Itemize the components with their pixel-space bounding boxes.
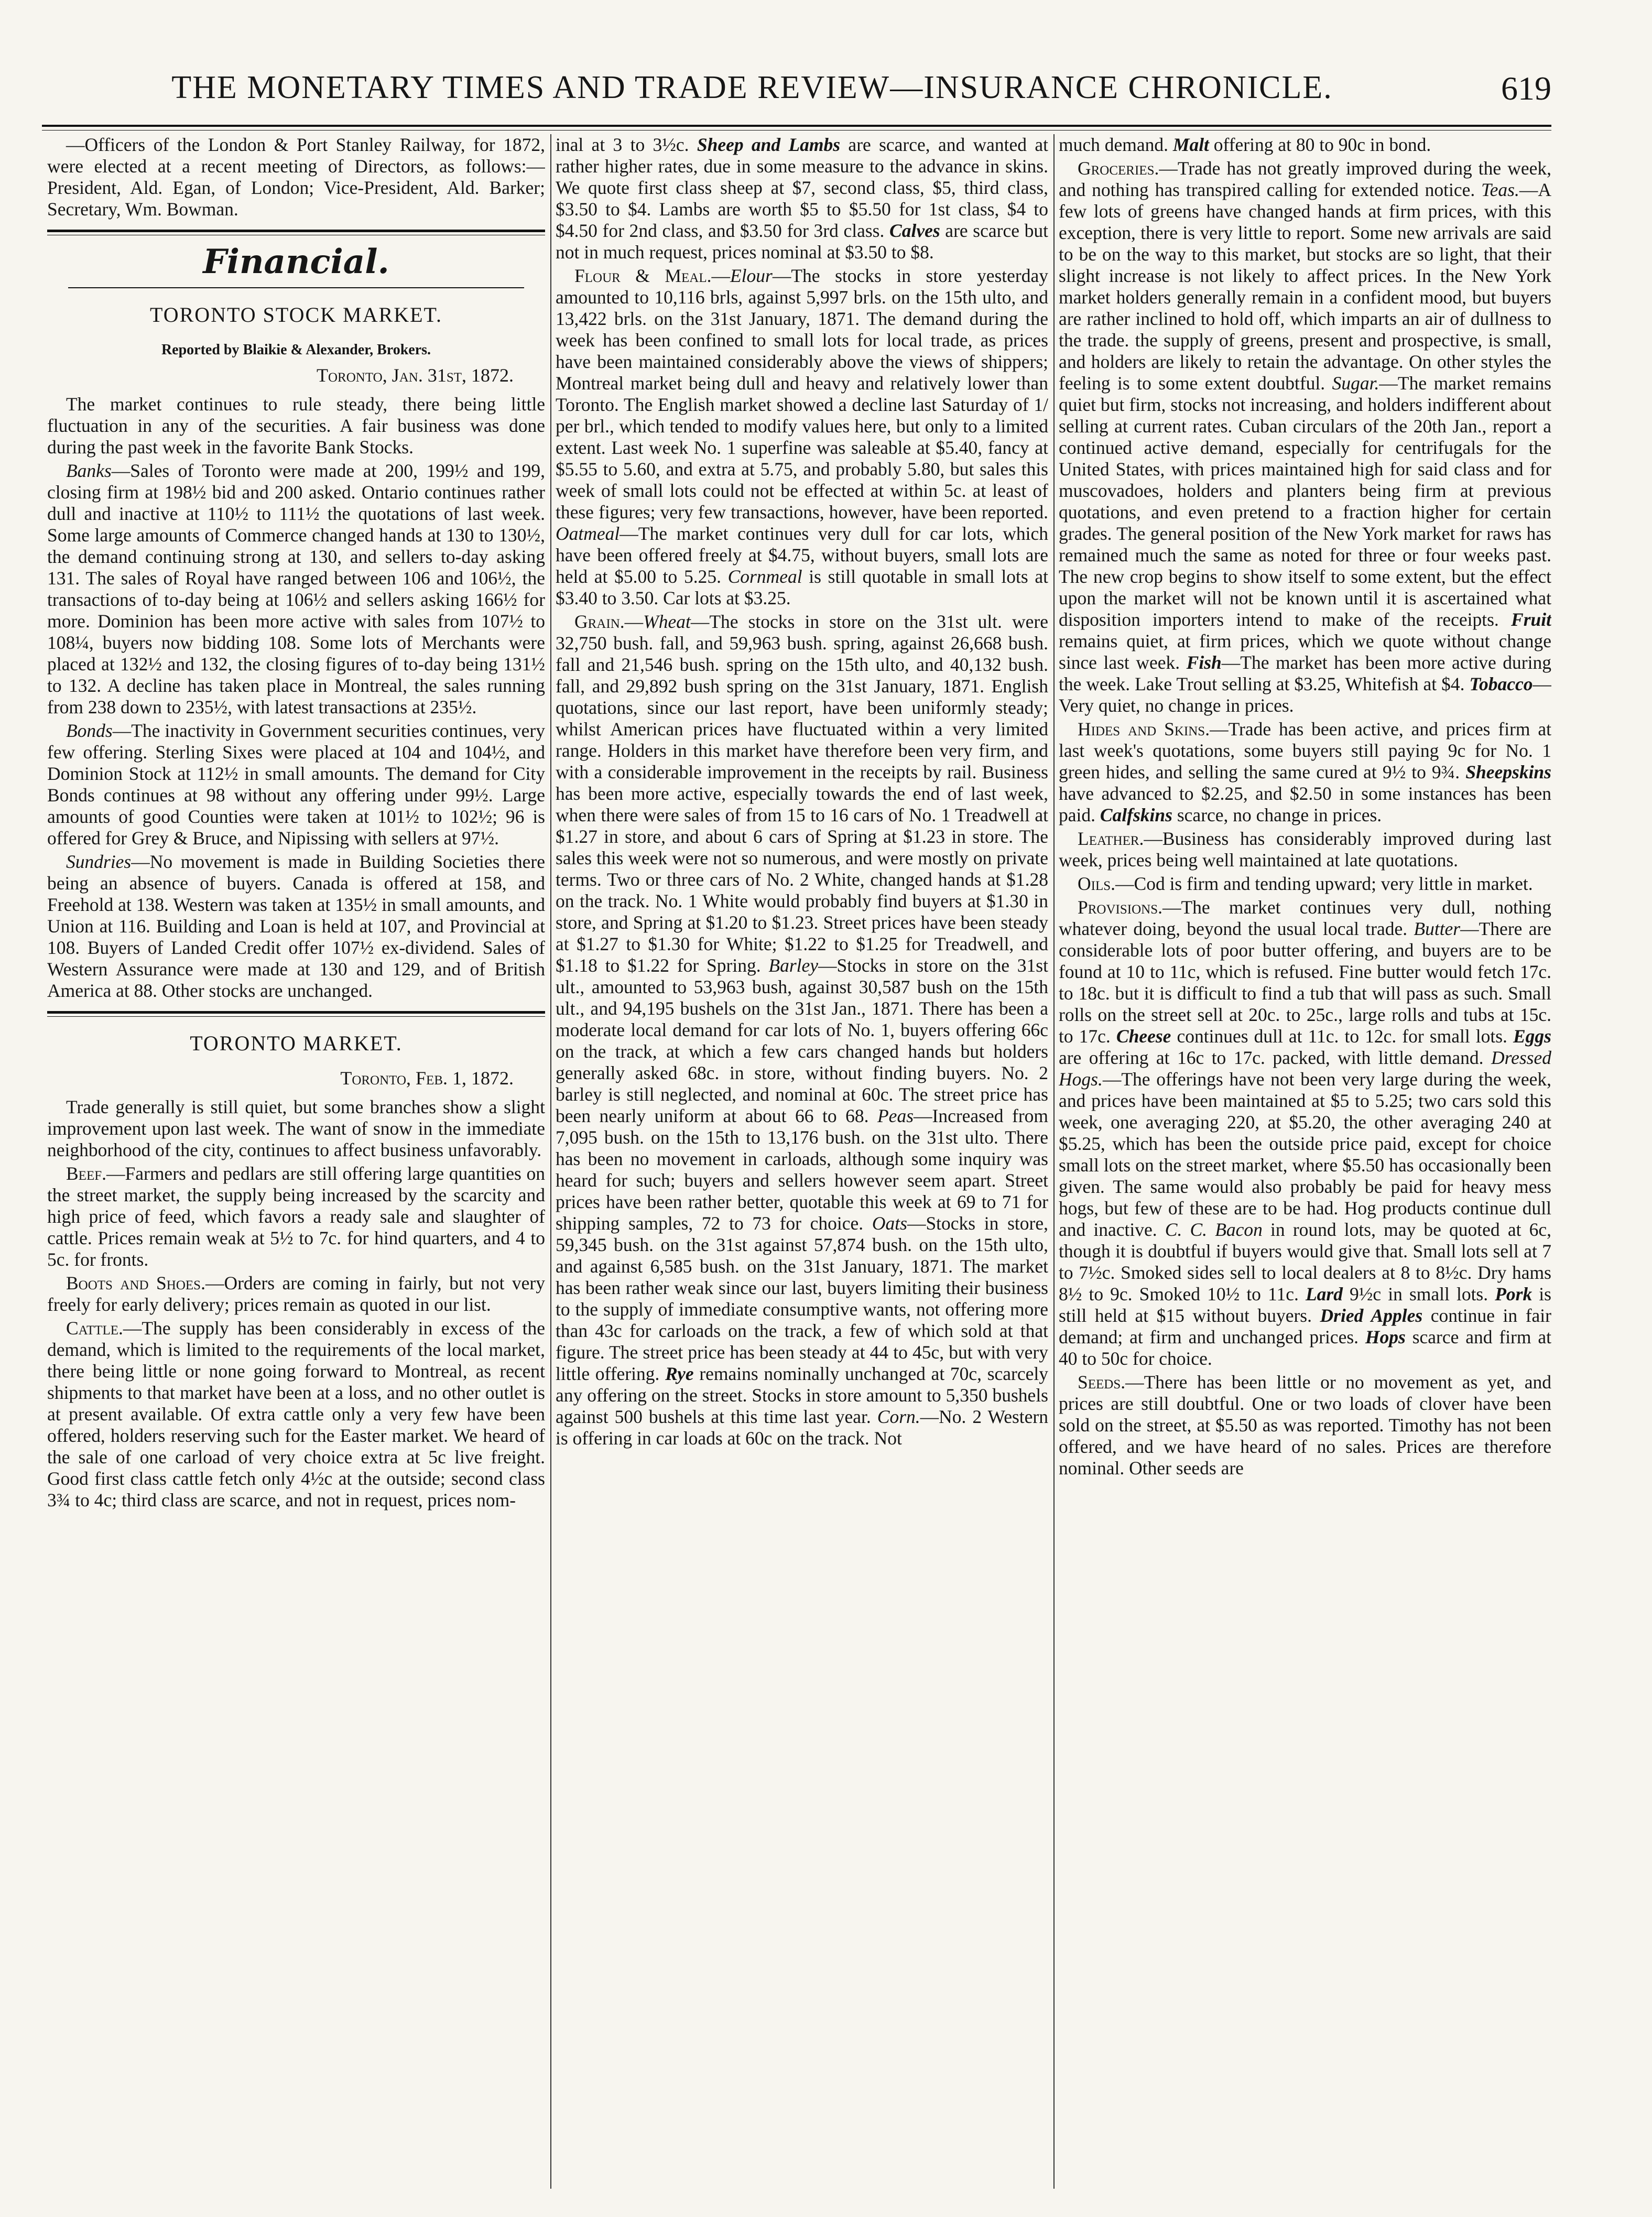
market-intro: Trade generally is still quiet, but some branches show a slight improvement upon last week. The want of snow in the immediate neighborhood of the city, continues to affect business unfavorably. xyxy=(47,1096,545,1160)
groceries-text: —Trade has not greatly improved during the week, and nothing has transpired calling for extended notice. xyxy=(1059,158,1551,200)
seeds-paragraph xyxy=(1059,1372,1551,1479)
column-2 xyxy=(556,134,1048,2189)
oatmeal-text: —The market continues very dull for car lots, which have been offered freely at $4.75, without buyers, small lots are held at $5.00 to 5.25. xyxy=(556,523,1048,587)
boots-text: —Orders are coming in fairly, but not very freely for early delivery; prices remain as quoted in our list. xyxy=(47,1273,545,1315)
sugar-text: —The market remains quiet but firm, stocks not increasing, and holders indifferent about selling at current rates. Cuban circulars of the 20th Jan., report a continued active demand, especially for centrifugals for the United States, with prices maintained high for said class and for muscovadoes, holders and planters being firm at previous quotations, and even pretend to a fraction higher for certain grades. The general position of the New York market for raws has remained much the same as noted for three or four weeks past. The new crop begins to show itself to some extent, but the effect upon the market will not be known until it is ascertained what disposition importers intend to make of the receipts. xyxy=(1059,373,1551,630)
cattle-label: Cattle. xyxy=(66,1318,123,1339)
lard-text: 9½c in small lots. xyxy=(1342,1284,1495,1305)
sheepskins-label: Sheepskins xyxy=(1465,762,1551,783)
calfskins-label: Calfskins xyxy=(1100,805,1172,825)
banks-paragraph xyxy=(47,460,545,718)
bacon-text: in round lots, may be quoted at 6c, though it is doubtful if buyers would give that. Small lots sell at 7 to 7½c. Smoked sides sell to local dealers at 8 to 8½c. Dry hams 8½ to 9c. Smoked 10½ to 11c. xyxy=(1059,1219,1551,1305)
fish-label: Fish xyxy=(1186,652,1222,673)
column-3 xyxy=(1059,134,1551,2189)
leather-text: —Business has considerably improved during last week, prices being well maintained at late quotations. xyxy=(1059,828,1551,871)
calves-label: Calves xyxy=(889,220,940,241)
fruit-label: Fruit xyxy=(1511,609,1551,630)
lard-label: Lard xyxy=(1305,1284,1343,1305)
column-divider-2 xyxy=(1053,134,1055,2189)
boots-label: Boots and Shoes. xyxy=(66,1273,205,1294)
groceries-label: Groceries. xyxy=(1078,158,1159,179)
column-divider-1 xyxy=(550,134,551,2189)
peas-label: Peas xyxy=(877,1105,914,1126)
bonds-paragraph xyxy=(47,720,545,849)
page-number: 619 xyxy=(1501,70,1551,107)
masthead xyxy=(42,62,1551,109)
cattle-continued: inal at 3 to 3½c. xyxy=(556,134,697,155)
sundries-text: —No movement is made in Building Societies there being an absence of buyers. Canada is offered at 158, and Freehold at 138. Western was taken at 135½ in small amounts, and Union at 116. Building and Loan is held at 107, and Provincial at 108. Buyers of Landed Credit offer 107½ ex-dividend. Sales of Western Assurance were made at 130 and 129, and of British America at 88. Other stocks are unchanged. xyxy=(47,851,545,1001)
hides-paragraph xyxy=(1059,719,1551,826)
corn-continued: much demand. xyxy=(1059,134,1173,155)
leather-paragraph xyxy=(1059,828,1551,871)
hops-text: scarce and firm at 40 to 50c for choice. xyxy=(1059,1327,1551,1369)
header-rule xyxy=(42,125,1551,127)
section-rule xyxy=(47,230,545,235)
grain-text: —The stocks in store on the 31st ult. were 32,750 bush. fall, and 59,963 bush. spring, against 26,668 bush. fall and 21,546 bush. spring on the 15th ulto, and 40,132 bush. fall, and 29,892 bush spring on the 31st January, 1871. English quotations, since our last report, have been uniformly steady; whilst American prices have fluctuated within a very limited range. Holders in this market have therefore been very firm, and with a considerable improvement in the receipts by rail. Business has been more active, especially towards the end of last week, when there were sales of from 15 to 16 cars of No. 1 Treadwell at $1.27 in store, and about 6 cars of Spring at $1.23 in store. The sales this week were not so numerous, and were mostly on private terms. Two or three cars of No. 2 White, changed hands at $1.28 on the track. No. 1 White would probably find buyers at $1.30 in store, and Spring at $1.20 to $1.23. Street prices have been steady at $1.27 to $1.30 for White; $1.22 to $1.25 for Treadwell, and $1.18 to $1.22 for Spring. xyxy=(556,611,1048,976)
oatmeal-label: Oatmeal xyxy=(556,523,620,544)
sheep-text: are scarce, and wanted at rather higher rates, due in some measure to the advance in skins. We quote first class sheep at $7, second class, $5, third class, $3.50 to $4. Lambs are worth $5 to $5.50 for 1st class, $4 to $4.50 for 2nd class, and $3.50 for 3rd class. xyxy=(556,134,1048,241)
sundries-label: Sundries xyxy=(66,851,132,872)
eggs-label: Eggs xyxy=(1513,1026,1551,1047)
bonds-label: Bonds xyxy=(66,720,113,741)
calves-text: are scarce but not in much request, prices nominal at $3.50 to $8. xyxy=(556,220,1048,263)
grain-paragraph: Grain.—Wheat—The stocks in store on the 31st ult. were 32,750 bush. fall, and 59,963 bush. spring, against 26,668 bush. fall and 21,546 bush. spring on the 15th ulto, and 40,132 bush. fall, and 29,892 bush spring on the 31st January, 1871. English quotations, since our last report, have been uniformly steady; whilst American prices have fluctuated within a very limited range. Holders in this market have therefore been very firm, and with a considerable improvement in the receipts by rail. Business has been more active, especially towards the end of last week, when there were sales of from 15 to 16 cars of No. 1 Treadwell at $1.27 in store, and about 6 cars of Spring at $1.23 in store. The sales this week were not so numerous, and were mostly on private terms. Two or three cars of No. 2 White, changed hands at $1.28 on the track. No. 1 White would probably find buyers at $1.30 in store, and Spring at $1.20 to $1.23. Street prices have been steady at $1.27 to $1.30 for White; $1.22 to $1.25 for Treadwell, and $1.18 to $1.22 for Spring. Barley—Stocks in store on the 31st ult., amounted to 53,963 bush, against 30,587 bush on the 15th ult., and 94,195 bushels on the 31st Jan., 1871. There has been a moderate local demand for car lots of No. 1, buyers offering 66c on the track, at which a few cars changed hands but holders generally asked 68c. in store, without finding buyers. No. 2 barley is still neglected, and nominal at 60c. The street price has been nearly uniform at about 66 to 68. Peas—Increased from 7,095 bush. on the 15th to 13,176 bush. on the 31st ulto. There has been no movement in carloads, although some inquiry was heard for such; buyers and sellers however seem apart. Street prices have been rather better, quotable this week at 69 to 71 for shipping samples, 72 to 73 for choice. Oats—Stocks in store, 59,345 bush. on the 31st against 57,874 bush. on the 15th ulto, and against 6,585 bush. on the 31st January, 1871. The market has been rather weak since our last, buyers limiting their business to the supply of immediate consumptive wants, not offering more than 43c for carloads on the track, a few of which sold at that figure. The street price has been steady at 44 to 45c, but with very little offering. Rye remains nominally unchanged at 70c, scarcely any offering on the street. Stocks in store amount to 5,350 bushels against 500 bushels at this time last year. Corn.—No. 2 Western is offering in car loads at 60c on the track. Not xyxy=(556,611,1048,1449)
beef-paragraph xyxy=(47,1163,545,1270)
stock-market-intro: The market continues to rule steady, there being little fluctuation in any of the securities. A fair business was done during the past week in the favorite Bank Stocks. xyxy=(47,394,545,458)
butter-label: Butter xyxy=(1414,918,1461,939)
hops-label: Hops xyxy=(1365,1327,1406,1347)
eggs-text: are offering at 16c to 17c. packed, with little demand. xyxy=(1059,1047,1491,1068)
cattle-text: —The supply has been considerably in excess of the demand, which is limited to the requirements of the local market, there being little or none going forward to Montreal, as recent shipments to that market have been at a loss, and no other outlet is at present available. Of extra cattle only a very few have been offered, holders reserving such for the Easter market. We heard of the sale of one carload of very choice extra at 5c live freight. Good first class cattle fetch only 4½c at the outside; second class 3¾ to 4c; third class are scarce, and not in request, prices nom- xyxy=(47,1318,545,1510)
bacon-label: C. C. Bacon xyxy=(1165,1219,1263,1240)
oils-paragraph xyxy=(1059,873,1551,895)
stock-market-heading: TORONTO STOCK MARKET. xyxy=(150,303,442,327)
oats-text: —Stocks in store, 59,345 bush. on the 31st against 57,874 bush. on the 15th ulto, and against 6,585 bush. on the 31st January, 1871. The market has been rather weak since our last, buyers limiting their business to the supply of immediate consumptive wants, not offering more than 43c for carloads on the track, a few of which sold at that figure. The street price has been steady at 44 to 45c, but with very little offering. xyxy=(556,1213,1048,1384)
seeds-text: —There has been little or no movement as yet, and prices are still doubtful. One or two loads of clover have been sold on the street, at $5.50 as was reported. Timothy has not been offered, and we have heard of no sales. Prices are therefore nominal. Other seeds are xyxy=(1059,1372,1551,1479)
flour-paragraph: Flour & Meal.—Elour—The stocks in store yesterday amounted to 10,116 brls, against 5,997 brls. on the 15th ulto, and 13,422 brls. on the 31st January, 1871. The demand during the week has been confined to small lots for local trade, as prices have been maintained considerably above the views of shippers; Montreal market being dull and heavy and relatively lower than Toronto. The English market showed a decline last Saturday of 1/ per brl., which tended to modify values here, but only to a limited extent. Last week No. 1 superfine was saleable at $5.40, fancy at $5.55 to 5.60, and extra at 5.75, and probably 5.80, but sales this week of small lots could not be effected at within 5c. at least of these figures; very few transactions, however, have been reported. Oatmeal—The market continues very dull for car lots, which have been offered freely at $4.75, without buyers, small lots are held at $5.00 to 5.25. Cornmeal is still quotable in small lots at $3.40 to 3.50. Car lots at $3.25. xyxy=(556,265,1048,608)
cattle-paragraph xyxy=(47,1318,545,1511)
provisions-text: —The market continues very dull, nothing whatever doing, beyond the usual local trade. xyxy=(1059,897,1551,939)
pork-text: is still held at $15 without buyers. xyxy=(1059,1284,1551,1326)
wheat-label: Wheat xyxy=(643,611,691,632)
newspaper-title: THE MONETARY TIMES AND TRADE REVIEW—INSURANCE CHRONICLE. xyxy=(171,70,1333,105)
hogs-text: —The offerings have not been very large during the week, and prices have been maintained at $5 to 5.25; two cars sold this week, one averaging 220, at $5.20, the other averaging 240 at $5.25, which has been the outside price paid, except for choice small lots on the street market, where $5.50 has occasionally been given. The same would also probably be paid for heavy mess hogs, but few of these are to be had. Hog products continue dull and inactive. xyxy=(1059,1069,1551,1240)
cheese-label: Cheese xyxy=(1116,1026,1171,1047)
sundries-paragraph xyxy=(47,851,545,1002)
provisions-label: Provisions. xyxy=(1078,897,1162,918)
barley-text: —Stocks in store on the 31st ult., amounted to 53,963 bush, against 30,587 bush on the 15th ult., and 94,195 bushels on the 31st Jan., 1871. There has been a moderate local demand for car lots of No. 1, buyers offering 66c on the track, at which a few cars changed hands but holders generally asked 68c. in store, without finding buyers. No. 2 barley is still neglected, and nominal at 60c. The street price has been nearly uniform at about 66 to 68. xyxy=(556,955,1048,1126)
hogs-label: Dressed Hogs. xyxy=(1059,1047,1551,1090)
oils-text: —Cod is firm and tending upward; very little in market. xyxy=(1115,873,1533,894)
sheepskins-text: have advanced to $2.25, and $2.50 in some instances has been paid. xyxy=(1059,783,1551,825)
section-rule-2 xyxy=(47,1011,545,1017)
rye-text: remains nominally unchanged at 70c, scarcely any offering on the street. Stocks in store amount to 5,350 bushels against 500 bushels at this time last year. xyxy=(556,1363,1048,1427)
corn-label: Corn. xyxy=(877,1406,920,1427)
groceries-paragraph xyxy=(1059,158,1551,716)
corn-text: —No. 2 Western is offering in car loads at 60c on the track. Not xyxy=(556,1406,1048,1449)
hides-label: Hides and Skins. xyxy=(1078,719,1210,740)
banks-label: Banks xyxy=(66,460,112,481)
hides-text: —Trade has been active, and prices firm at last week's quotations, some buyers still paying 9c for No. 1 green hides, and selling the same cured at 9½ to 9¾. xyxy=(1059,719,1551,783)
malt-paragraph xyxy=(1059,134,1551,156)
seeds-label: Seeds. xyxy=(1078,1372,1126,1393)
boots-paragraph xyxy=(47,1273,545,1316)
cornmeal-label: Cornmeal xyxy=(727,566,802,587)
apples-label: Dried Apples xyxy=(1320,1305,1423,1326)
tobacco-text: —Very quiet, no change in prices. xyxy=(1059,673,1551,716)
cheese-text: continues dull at 11c. to 12c. for small lots. xyxy=(1171,1026,1513,1047)
fruit-text: remains quiet, at firm prices, which we quote without change since last week. xyxy=(1059,631,1551,673)
divider-line xyxy=(68,287,524,288)
stock-dateline: Toronto, Jan. 31st, 1872. xyxy=(317,365,514,386)
grain-label: Grain. xyxy=(574,611,625,632)
malt-text: offering at 80 to 90c in bond. xyxy=(1209,134,1431,155)
oats-label: Oats xyxy=(872,1213,907,1234)
toronto-market-heading: TORONTO MARKET. xyxy=(190,1031,403,1055)
sugar-label: Sugar. xyxy=(1332,373,1379,394)
butter-text: —There are considerable lots of poor butter offering, and buyers are to be found at 10 to 11c, which is refused. Fine butter would fetch 17c. to 18c. but it is difficult to find a tub that will pass as such. Small rolls on the street sell at 20c. to 25c., large rolls and tubs at 15c. to 17c. xyxy=(1059,918,1551,1047)
barley-label: Barley xyxy=(768,955,819,976)
header-rule-thin xyxy=(42,130,1551,131)
reported-by: Reported by Blaikie & Alexander, Brokers. xyxy=(161,342,431,358)
leather-label: Leather. xyxy=(1078,828,1144,849)
teas-text: —A few lots of greens have changed hands at firm prices, with this exception, there is very little to report. Some new arrivals are said to be on the way to this market, but stocks are so light, that their slight increase is not likely to affect prices. In the New York market holders generally remain in a confident mood, but buyers are rather inclined to hold off, which imparts an air of dullness to the trade. the supply of greens, present and prospective, is small, and holders are likely to retain the advantage. On other styles the feeling is to some extent doubtful. xyxy=(1059,179,1551,394)
sheep-label: Sheep and Lambs xyxy=(697,134,841,155)
rye-label: Rye xyxy=(665,1363,694,1384)
fish-text: —The market has been more active during the week. Lake Trout selling at $3.25, Whitefish at $4. xyxy=(1059,652,1551,694)
malt-label: Malt xyxy=(1172,134,1209,155)
elour-label: Elour xyxy=(730,265,773,286)
oils-label: Oils. xyxy=(1078,873,1116,894)
calfskins-text: scarce, no change in prices. xyxy=(1172,805,1382,825)
section-title-financial: Financial. xyxy=(203,242,389,281)
beef-label: Beef. xyxy=(66,1163,106,1184)
bonds-text: —The inactivity in Government securities continues, very few offering. Sterling Sixes were placed at 104 and 104½, and Dominion Stock at 112½ in small amounts. The demand for City Bonds continues at 98 without any offering under 99½. Large amounts of good Counties were taken at 101½ to 102½; 96 is offered for Grey & Bruce, and Nipissing with sellers at 97½. xyxy=(47,720,545,849)
pork-label: Pork xyxy=(1495,1284,1533,1305)
flour-text: —The stocks in store yesterday amounted to 10,116 brls, against 5,997 brls. on the 15th ulto, and 13,422 brls. on the 31st January, 1871. The demand during the week has been confined to small lots for local trade, as prices have been maintained considerably above the views of shippers; Montreal market being dull and heavy and relatively lower than Toronto. The English market showed a decline last Saturday of 1/ per brl., which tended to modify values here, but only to a limited extent. Last week No. 1 superfine was saleable at $5.40, fancy at $5.55 to 5.60, and extra at 5.75, and probably 5.80, but sales this week of small lots could not be effected at within 5c. at least of these figures; very few transactions, however, have been reported. xyxy=(556,265,1048,523)
beef-text: —Farmers and pedlars are still offering large quantities on the street market, the supply being increased by the scarcity and high price of feed, which favors a ready sale and slaughter of cattle. Prices remain weak at 5½ to 7c. for hind quarters, and 4 to 5c. for fronts. xyxy=(47,1163,545,1270)
flour-label: Flour & Meal. xyxy=(574,265,712,286)
railway-officers-notice: —Officers of the London & Port Stanley Railway, for 1872, were elected at a recent meeting of Directors, as follows:—President, Ald. Egan, of London; Vice-President, Ald. Barker; Secretary, Wm. Bowman. xyxy=(47,134,545,220)
cornmeal-text: is still quotable in small lots at $3.40 to 3.50. Car lots at $3.25. xyxy=(556,566,1048,608)
tobacco-label: Tobacco xyxy=(1469,673,1533,694)
market-dateline: Toronto, Feb. 1, 1872. xyxy=(340,1068,514,1089)
teas-label: Teas. xyxy=(1481,179,1519,200)
column-1 xyxy=(47,134,545,2189)
sheep-paragraph xyxy=(556,134,1048,263)
banks-text: —Sales of Toronto were made at 200, 199½ and 199, closing firm at 198½ bid and 200 asked. Ontario continues rather dull and inactive at 110½ to 111½ the quotations of last week. Some large amounts of Commerce changed hands at 130 to 130½, the demand continuing strong at 130, and sellers to-day asking 131. The sales of Royal have ranged between 106 and 106½, the transactions of to-day being at 106½ and sellers asking 166½ for more. Dominion has been more active with sales from 107½ to 108¼, buyers now bidding 108. Some lots of Merchants were placed at 132½ and 132, the closing figures of to-day being 131½ to 132. A decline has taken place in Montreal, the sales running from 238 down to 235½, with latest transactions at 235½. xyxy=(47,460,545,718)
peas-text: —Increased from 7,095 bush. on the 15th to 13,176 bush. on the 31st ulto. There has been no movement in carloads, although some inquiry was heard for such; buyers and sellers however seem apart. Street prices have been rather better, quotable this week at 69 to 71 for shipping samples, 72 to 73 for choice. xyxy=(556,1105,1048,1234)
apples-text: continue in fair demand; at firm and unchanged prices. xyxy=(1059,1305,1551,1347)
provisions-paragraph xyxy=(1059,897,1551,1370)
